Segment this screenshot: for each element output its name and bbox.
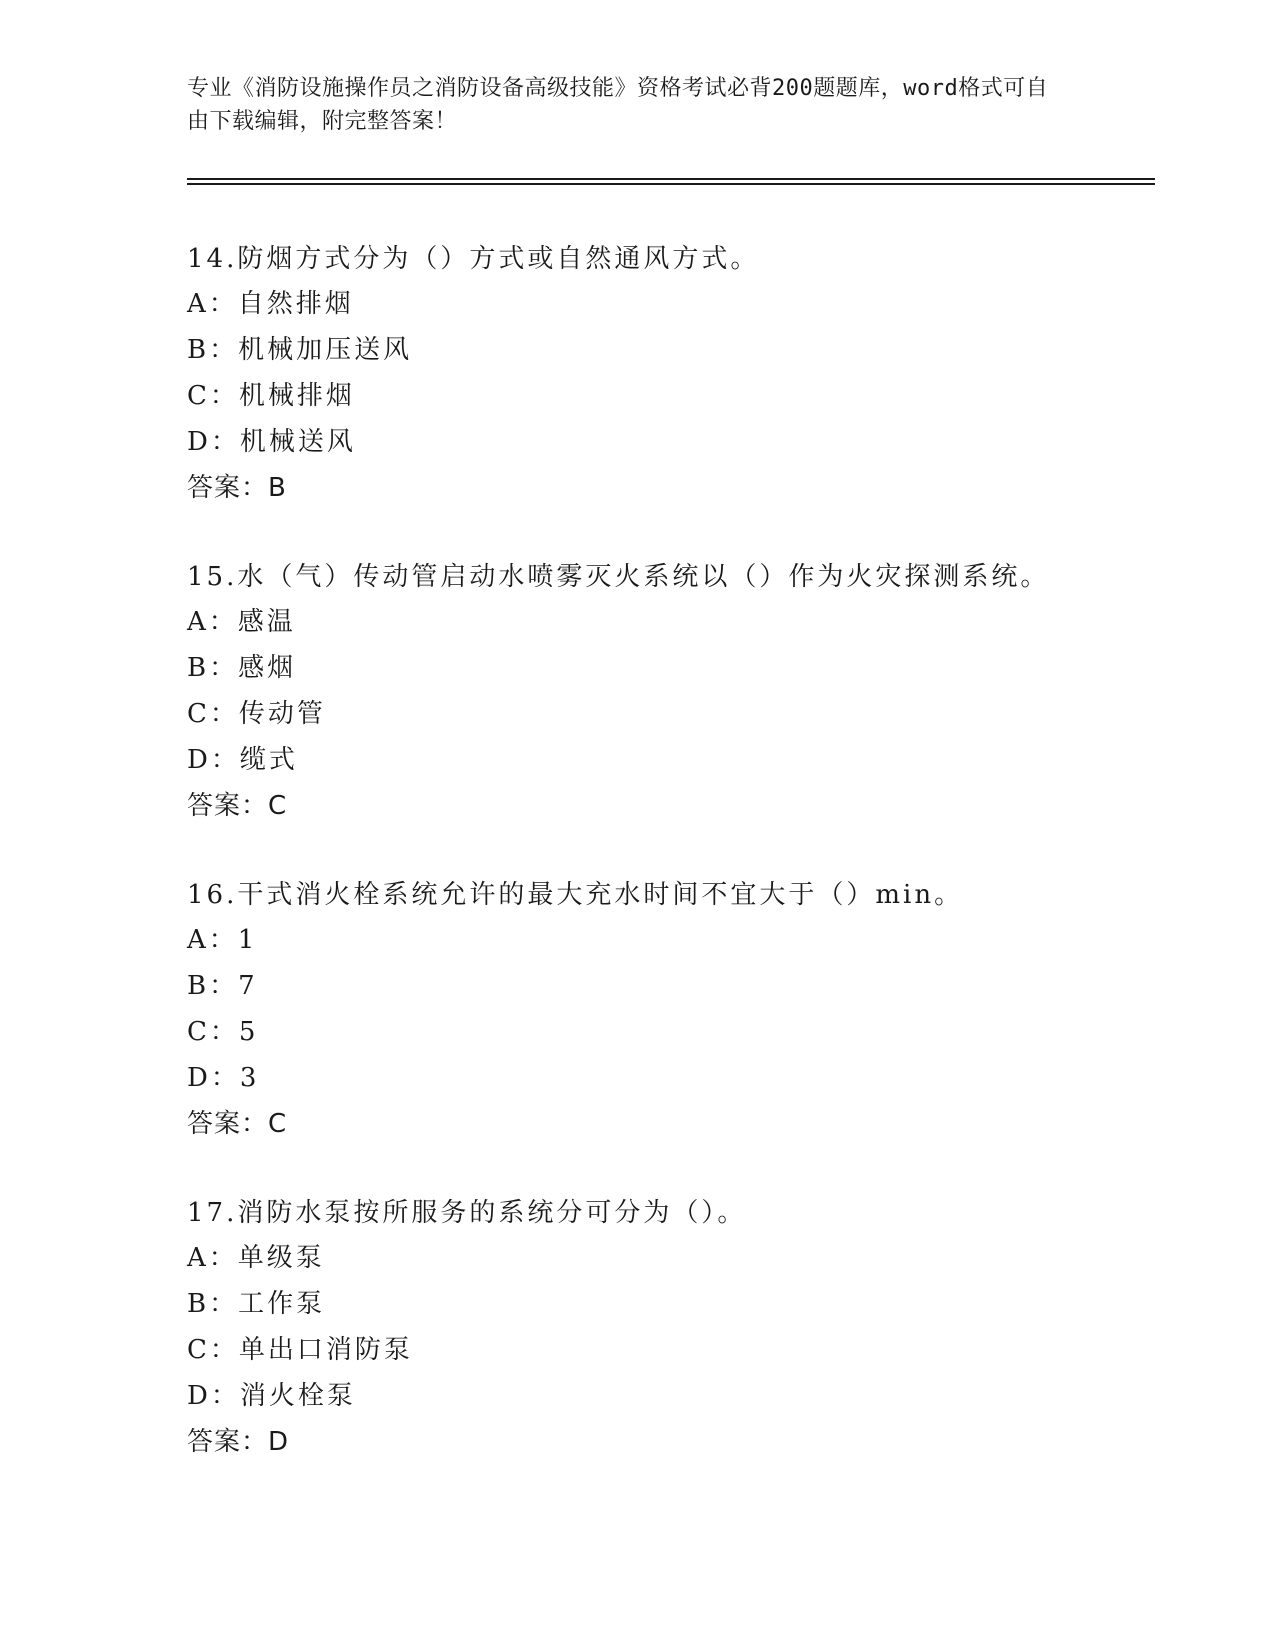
question-list <box>187 236 1155 1465</box>
question-14 <box>187 236 1155 511</box>
option-d: D：消火栓泵 <box>187 1381 356 1411</box>
question-stem: 15.水（气）传动管启动水喷雾灭火系统以（）作为火灾探测系统。 <box>187 562 1050 592</box>
option-b: B：7 <box>187 971 258 1001</box>
option-a: A：感温 <box>187 607 296 637</box>
option-d: D：缆式 <box>187 745 298 775</box>
option-b: B：机械加压送风 <box>187 335 413 365</box>
option-d: D：机械送风 <box>187 427 356 457</box>
question-17 <box>187 1190 1155 1465</box>
option-a: A：1 <box>187 925 258 955</box>
answer-line: 答案：D <box>187 1427 290 1457</box>
question-15 <box>187 554 1155 829</box>
question-stem: 14.防烟方式分为（）方式或自然通风方式。 <box>187 244 760 274</box>
option-b: B：工作泵 <box>187 1289 326 1319</box>
question-stem: 17.消防水泵按所服务的系统分可分为（）。 <box>187 1198 747 1228</box>
question-stem: 16.干式消火栓系统允许的最大充水时间不宜大于（）min。 <box>187 880 964 910</box>
option-c: C：传动管 <box>187 699 326 729</box>
document-header: 专业《消防设施操作员之消防设备高级技能》资格考试必背200题题库，word格式可自由下载编辑，附完整答案！ <box>187 76 1049 134</box>
option-c: C：单出口消防泵 <box>187 1335 413 1365</box>
option-c: C：机械排烟 <box>187 381 355 411</box>
option-b: B：感烟 <box>187 653 297 683</box>
option-a: A：自然排烟 <box>187 289 354 319</box>
header-divider-top <box>187 178 1155 180</box>
option-a: A：单级泵 <box>187 1243 325 1273</box>
header-divider-bottom <box>187 183 1155 185</box>
option-d: D：3 <box>187 1063 260 1093</box>
answer-line: 答案：C <box>187 1109 288 1139</box>
option-c: C：5 <box>187 1017 259 1047</box>
answer-line: 答案：B <box>187 473 287 503</box>
question-16 <box>187 872 1155 1147</box>
answer-line: 答案：C <box>187 791 288 821</box>
